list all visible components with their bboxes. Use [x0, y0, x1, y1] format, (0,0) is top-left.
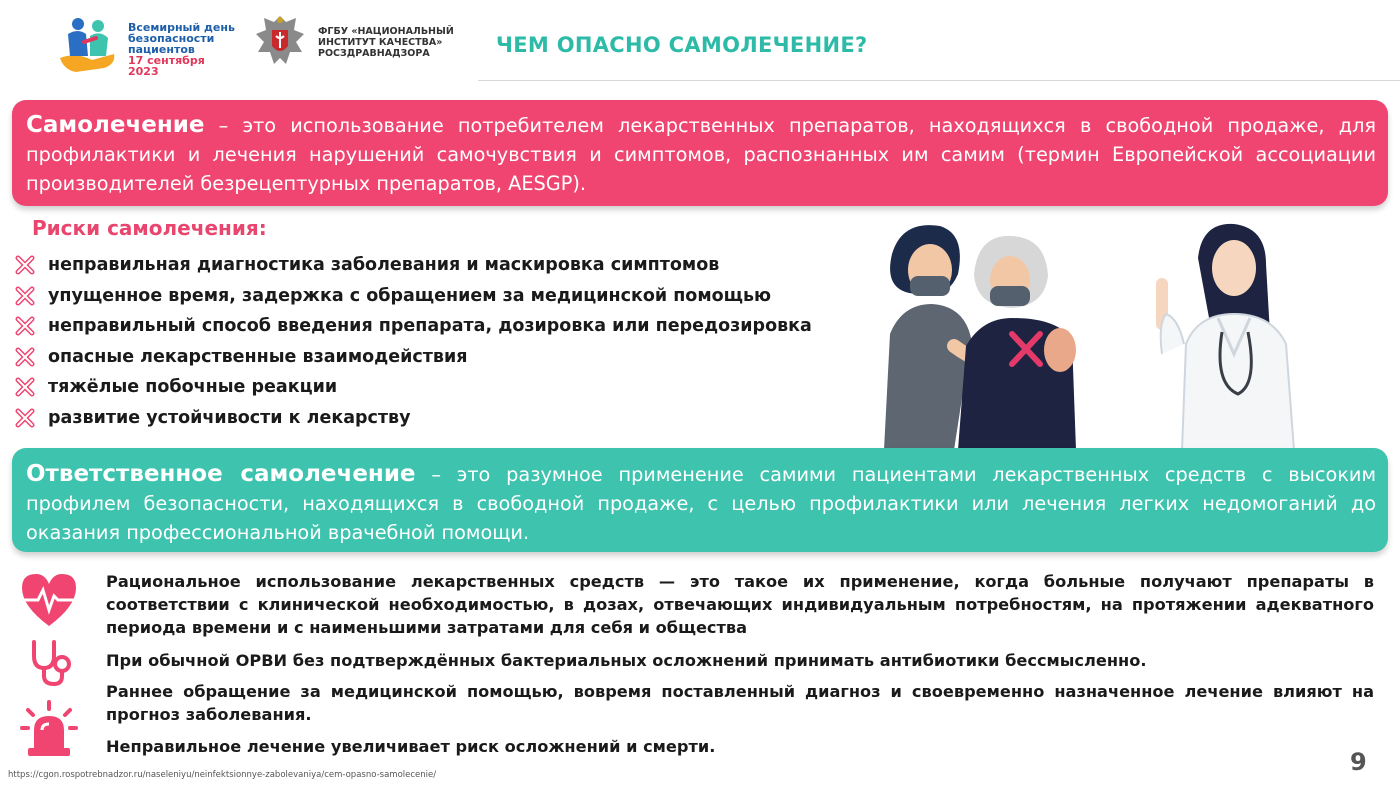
risk-item	[14, 372, 834, 403]
responsible-self-medication-term: Ответственное самолечение	[26, 461, 416, 487]
siren-alarm-icon	[20, 700, 78, 758]
stethoscope-icon	[24, 638, 74, 688]
heart-pulse-icon	[18, 570, 80, 630]
roszdravnadzor-emblem-icon	[252, 12, 308, 72]
risk-item-label: неправильная диагностика заболевания и маскировка симптомов	[48, 255, 720, 276]
risk-item	[14, 342, 834, 373]
logo1-line: пациентов	[128, 43, 195, 56]
risk-item-label: неправильный способ введения препарата, дозировка или передозировка	[48, 316, 812, 337]
cross-x-icon	[14, 254, 36, 276]
wrong-treatment-note: Неправильное лечение увеличивает риск осложнений и смерти.	[106, 737, 716, 756]
risks-heading: Риски самолечения:	[32, 216, 267, 240]
logo1-line: Всемирный день	[128, 21, 235, 34]
responsible-self-medication-definition-box	[12, 448, 1388, 552]
cross-x-icon	[14, 407, 36, 429]
self-medication-definition-text: – это использование потребителем лекарственных препаратов, находящихся в свободной продаже, для профилактики и лечения нарушений самочувствия и симптомов, распознанных им самим (термин Европейской ассоциации производителей безрецептурных препаратов, AESGP).	[26, 114, 1376, 195]
antibiotics-note: При обычной ОРВИ без подтверждённых бактериальных осложнений принимать антибиотики бессмысленно.	[106, 651, 1147, 670]
patients-logo-icon	[56, 12, 118, 74]
logo1-line: безопасности	[128, 32, 215, 45]
risk-item	[14, 250, 834, 281]
self-medication-term: Самолечение	[26, 112, 205, 138]
cross-x-icon	[14, 315, 36, 337]
responsible-self-medication-definition-text: – это разумное применение самими пациентами лекарственных средств с высоким профилем безопасности, находящихся в свободной продаже, с целью профилактики или лечения легких недомоганий до оказания профессиональной врачебной помощи.	[26, 463, 1376, 544]
logo1-date: 17 сентября 2023	[128, 54, 205, 78]
rational-use-note: Рациональное использование лекарственных средств — это такое их применение, когда больные получают препараты в соответствии с клинической необходимостью, в дозах, отвечающих индивидуальным потребностям, на протяжении адекватного периода времени и с наименьшими затратами для себя и общества	[106, 572, 1374, 637]
logo2-line: РОСЗДРАВНАДЗОРА	[318, 48, 430, 59]
cross-x-icon	[14, 376, 36, 398]
patient-safety-day-logo-text	[128, 22, 238, 77]
risk-list	[14, 250, 834, 433]
risk-item	[14, 403, 834, 434]
logo2-line: ФГБУ «НАЦИОНАЛЬНЫЙ	[318, 26, 454, 37]
self-medication-definition	[26, 111, 1376, 198]
risk-item-label: развитие устойчивости к лекарству	[48, 407, 411, 428]
national-institute-quality-logo-text	[318, 26, 458, 59]
self-medication-definition-box	[12, 100, 1388, 206]
risk-item-label: тяжёлые побочные реакции	[48, 377, 338, 398]
risk-item	[14, 281, 834, 312]
risk-item	[14, 311, 834, 342]
early-treatment-note: Раннее обращение за медицинской помощью, вовремя поставленный диагноз и своевременно назначенное лечение влияют на прогноз заболевания.	[106, 682, 1374, 724]
cross-x-icon	[14, 285, 36, 307]
header-divider	[478, 80, 1400, 81]
risk-item-label: опасные лекарственные взаимодействия	[48, 346, 468, 367]
logo2-line: ИНСТИТУТ КАЧЕСТВА»	[318, 37, 443, 48]
doctors-illustration	[862, 214, 1332, 450]
doctor-figure	[1161, 224, 1294, 450]
patient-figure	[958, 236, 1076, 450]
page-title: ЧЕМ ОПАСНО САМОЛЕЧЕНИЕ?	[496, 33, 868, 57]
page-number: 9	[1350, 748, 1367, 776]
source-url: https://cgon.rospotrebnadzor.ru/naseleniyu/neinfektsionnye-zabolevaniya/cem-opasno-samolecenie/	[8, 770, 437, 780]
responsible-self-medication-definition	[26, 460, 1376, 547]
cross-x-icon	[14, 346, 36, 368]
risk-item-label: упущенное время, задержка с обращением за медицинской помощью	[48, 285, 772, 306]
